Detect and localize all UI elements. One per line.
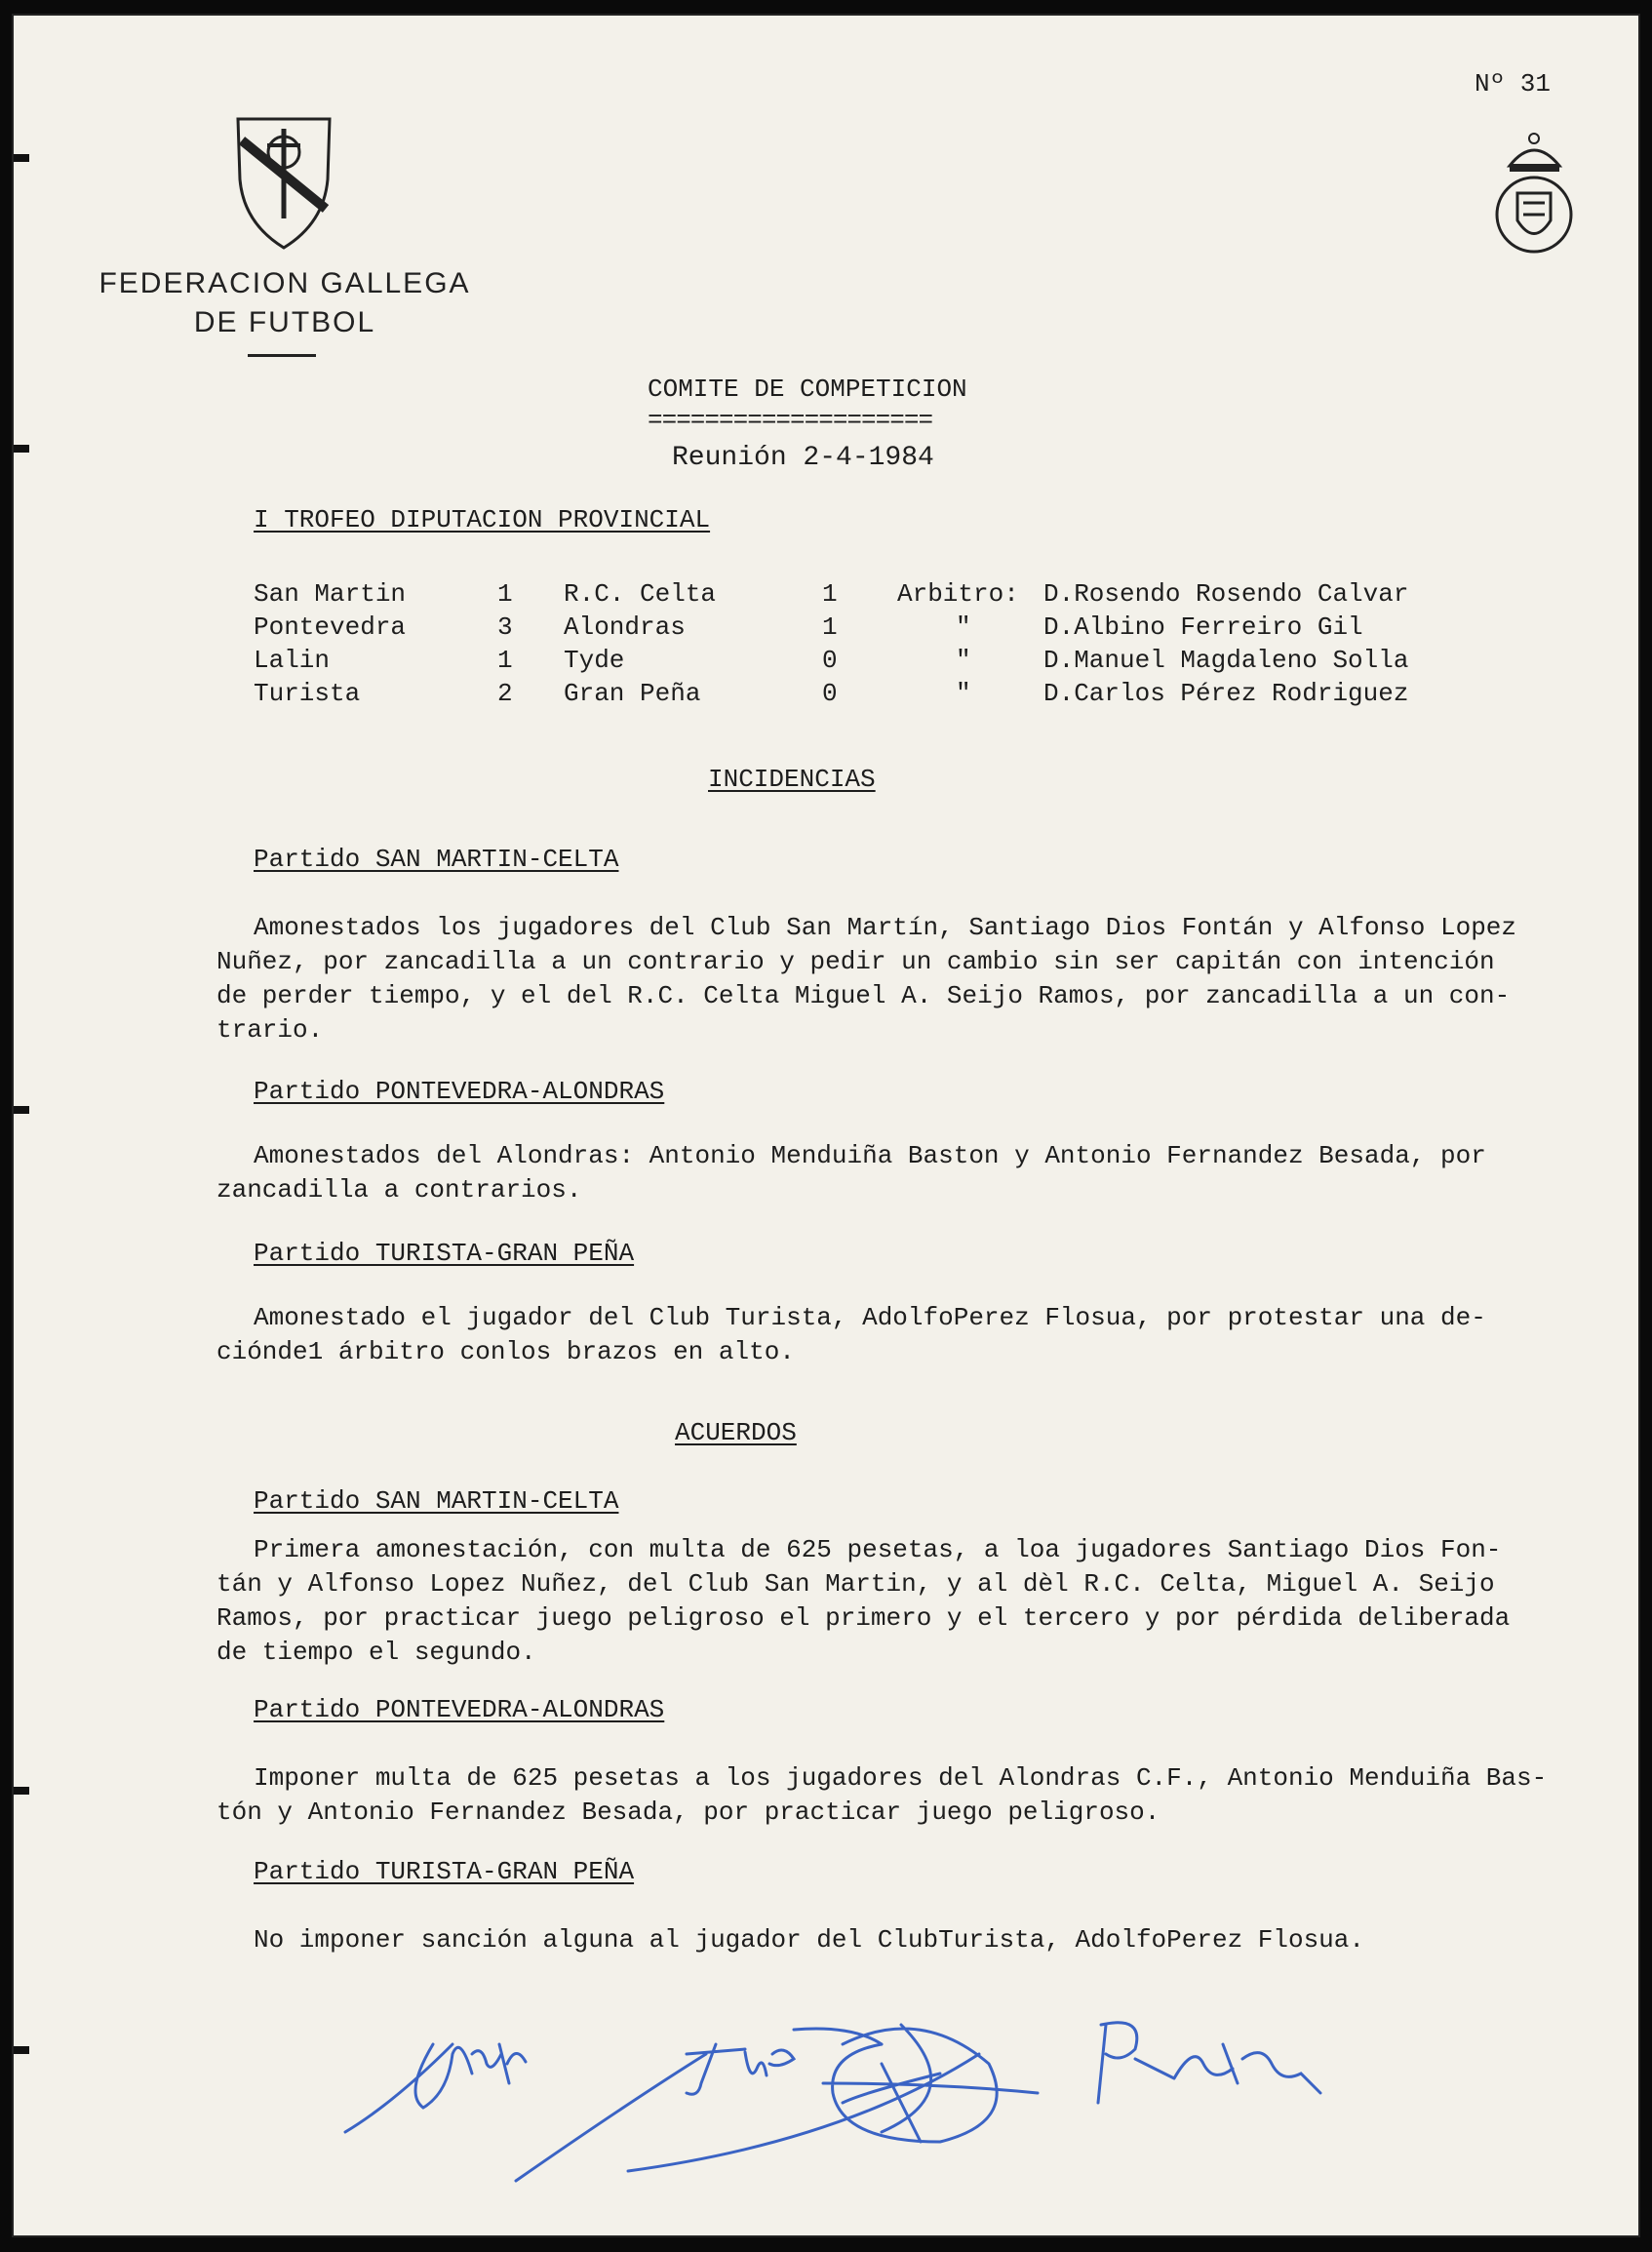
incident-paragraph: [216, 1139, 1621, 1207]
referee-name: D.Rosendo Rosendo Calvar: [1043, 579, 1409, 609]
home-score: 1: [497, 579, 513, 609]
document-title: COMITE DE COMPETICION: [648, 375, 967, 404]
match-heading: Partido TURISTA-GRAN PEÑA: [254, 1239, 635, 1268]
away-team: Gran Peña: [564, 679, 701, 708]
signature-4: [1098, 2023, 1320, 2103]
text-line: tán y Alfonso Lopez Nuñez, del Club San Martin, y al dèl R.C. Celta, Miguel A. Seijo: [216, 1569, 1495, 1599]
match-heading: Partido SAN MARTIN-CELTA: [254, 1486, 619, 1516]
signatures: [335, 1986, 1564, 2210]
signature-2: [516, 2029, 979, 2181]
home-score: 1: [497, 646, 513, 675]
federation-shield-icon: [230, 111, 337, 253]
home-team: San Martin: [254, 579, 407, 609]
punch-mark: [14, 1106, 29, 1114]
text-line: Imponer multa de 625 pesetas a los jugadores del Alondras C.F., Antonio Menduiña Bas-: [254, 1763, 1548, 1793]
signature-1: [345, 2044, 526, 2132]
federation-name-line2: DE FUTBOL: [193, 306, 376, 338]
text-line: zancadilla a contrarios.: [216, 1175, 582, 1205]
away-team: Tyde: [564, 646, 625, 675]
text-line: Ramos, por practicar juego peligroso el primero y el tercero y por pérdida deliberada: [216, 1603, 1511, 1633]
federation-name: [70, 264, 499, 342]
agreement-paragraph: [216, 1533, 1621, 1670]
away-team: R.C. Celta: [564, 579, 717, 609]
text-line: Amonestados del Alondras: Antonio Menduiña Baston y Antonio Fernandez Besada, por: [254, 1141, 1486, 1170]
away-team: Alondras: [564, 612, 686, 642]
home-team: Pontevedra: [254, 612, 407, 642]
home-team: Lalin: [254, 646, 331, 675]
text-line: trario.: [216, 1015, 324, 1045]
trophy-title: I TROFEO DIPUTACION PROVINCIAL: [254, 505, 711, 534]
section-heading-acuerdos: ACUERDOS: [675, 1418, 797, 1447]
agreement-paragraph: [216, 1761, 1621, 1830]
crown-crest-icon: [1488, 125, 1581, 257]
text-line: Amonestado el jugador del Club Turista, AdolfoPerez Flosua, por protestar una de-: [254, 1303, 1486, 1332]
home-score: 3: [497, 612, 513, 642]
meeting-date: Reunión 2-4-1984: [672, 443, 934, 473]
away-score: 1: [822, 579, 838, 609]
text-line: Primera amonestación, con multa de 625 pesetas, a loa jugadores Santiago Dios Fon-: [254, 1535, 1502, 1564]
incident-paragraph: [216, 1301, 1621, 1369]
punch-mark: [14, 2046, 29, 2054]
text-line: tón y Antonio Fernandez Besada, por practicar juego peligroso.: [216, 1798, 1160, 1827]
agreement-paragraph: [216, 1923, 1621, 1957]
referee-label: Arbitro:: [897, 579, 1019, 609]
match-heading: Partido SAN MARTIN-CELTA: [254, 845, 619, 874]
away-score: 1: [822, 612, 838, 642]
incident-paragraph: [216, 911, 1621, 1047]
document-page: [12, 14, 1640, 2237]
title-underline: ====================: [648, 406, 933, 435]
match-heading: Partido PONTEVEDRA-ALONDRAS: [254, 1695, 665, 1724]
text-line: ciónde1 árbitro conlos brazos en alto.: [216, 1337, 795, 1366]
referee-name: D.Albino Ferreiro Gil: [1043, 612, 1363, 642]
section-heading-incidencias: INCIDENCIAS: [708, 765, 876, 794]
text-line: Nuñez, por zancadilla a un contrario y pedir un cambio sin ser capitán con intención: [216, 947, 1495, 976]
home-score: 2: [497, 679, 513, 708]
referee-name: D.Carlos Pérez Rodriguez: [1043, 679, 1409, 708]
referee-label: ": [956, 646, 971, 675]
punch-mark: [14, 154, 29, 162]
referee-label: ": [956, 612, 971, 642]
home-team: Turista: [254, 679, 361, 708]
match-heading: Partido PONTEVEDRA-ALONDRAS: [254, 1077, 665, 1106]
divider: [248, 354, 316, 357]
referee-name: D.Manuel Magdaleno Solla: [1043, 646, 1409, 675]
text-line: de tiempo el segundo.: [216, 1638, 536, 1667]
text-line: Amonestados los jugadores del Club San Martín, Santiago Dios Fontán y Alfonso Lopez: [254, 913, 1517, 942]
referee-label: ": [956, 679, 971, 708]
signature-3: [823, 2025, 1038, 2142]
federation-name-line1: FEDERACION GALLEGA: [98, 267, 471, 299]
document-number: Nº 31: [1474, 69, 1551, 99]
punch-mark: [14, 445, 29, 453]
punch-mark: [14, 1787, 29, 1795]
text-line: No imponer sanción alguna al jugador del ClubTurista, AdolfoPerez Flosua.: [254, 1925, 1364, 1955]
away-score: 0: [822, 679, 838, 708]
match-heading: Partido TURISTA-GRAN PEÑA: [254, 1857, 635, 1886]
away-score: 0: [822, 646, 838, 675]
text-line: de perder tiempo, y el del R.C. Celta Miguel A. Seijo Ramos, por zancadilla a un con-: [216, 981, 1511, 1010]
